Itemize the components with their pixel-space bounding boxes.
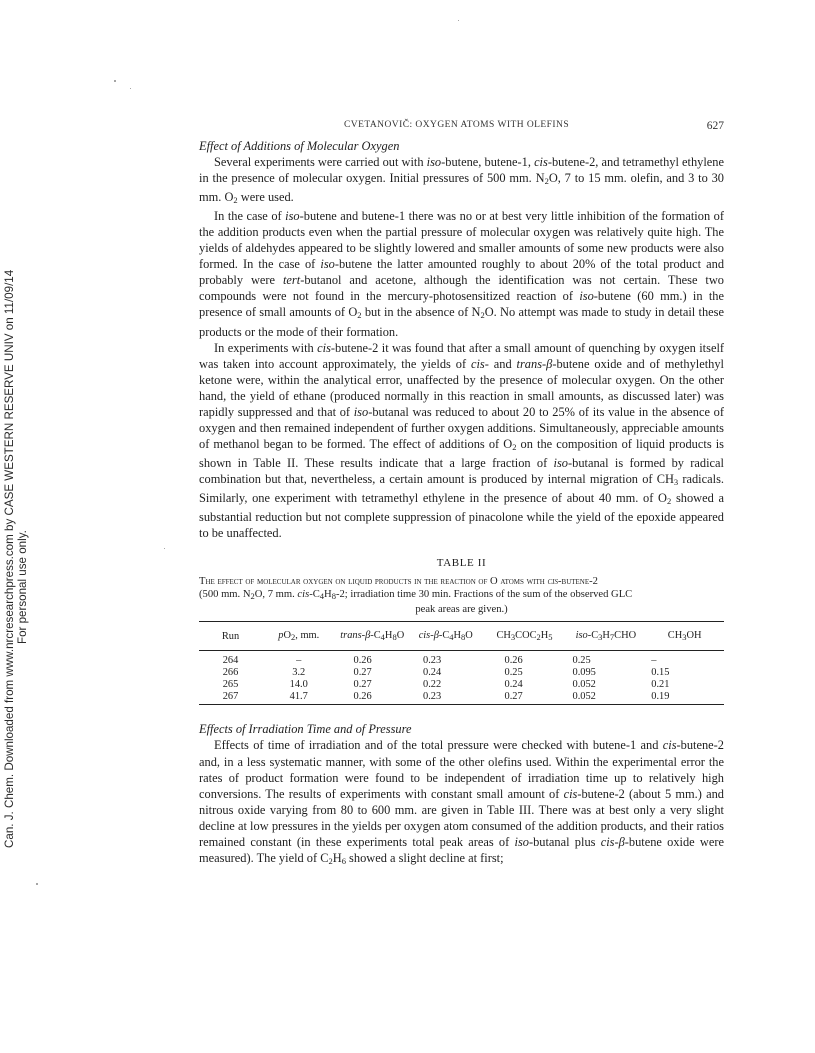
- table-cell: 14.0: [289, 678, 308, 690]
- data-table: [199, 621, 724, 705]
- col-header-mek: $CH_3COC_2H_5$: [483, 622, 567, 651]
- page-content: [199, 138, 724, 869]
- table-cell: 267: [199, 691, 262, 705]
- section-heading-irradiation: Effects of Irradiation Time and of Pressure: [199, 722, 412, 737]
- table-cell: –: [296, 655, 302, 667]
- col-header-po2: $pO_2$, mm.: [262, 622, 336, 651]
- table-cell: 0.23: [409, 691, 483, 705]
- paragraph: Several experiments were carried out with iso-butene, butene-1, cis-butene-2, and tetramethyl ethylene in the presence of molecular oxygen. Initial pressures of 500 mm. $N_2O$, 7 to 15 mm. olefin, and 3 to 30 mm. $O_2$ were used.: [199, 155, 724, 206]
- table-cell: 0.21: [651, 678, 670, 690]
- col-header-run: Run: [199, 622, 262, 651]
- watermark-line-2: For personal use only.: [16, 530, 29, 644]
- table-cell: –: [651, 655, 657, 667]
- table-cell: 0.095: [572, 667, 596, 679]
- table-cell: 0.15: [651, 667, 670, 679]
- watermark-line-1: Can. J. Chem. Downloaded from www.nrcresearchpress.com by CASE WESTERN RESERVE UNIV on 11/09/14: [3, 269, 16, 848]
- speck: [164, 548, 165, 549]
- table-row: [199, 667, 724, 679]
- table-row: [199, 679, 724, 691]
- table-cell: 0.23: [423, 655, 442, 667]
- table-cell: 0.25: [572, 655, 591, 667]
- table-cell: 0.22: [423, 678, 442, 690]
- table-cell: 0.25: [504, 667, 523, 679]
- speck: [36, 883, 38, 885]
- paragraph: Effects of time of irradiation and of the total pressure were checked with butene-1 and cis-butene-2 and, in a less systematic manner, with some of the other olefins used. Within the experimental error the rates of product formation were found to be independent of irradiation time up to relatively high conversions. The results of experiments with constant small amount of cis-butene-2 (about 5 mm.) and nitrous oxide varying from 80 to 600 mm. are given in Table III. There was at best only a very slight decline at low pressures in the yields per oxygen atom consumed of the addition products, and their ratios remained constant (in these experiments total peak areas of iso-butanal plus cis-β-butene oxide were measured). The yield of $C_2H_6$ showed a slight decline at first;: [199, 738, 725, 866]
- table-caption: The effect of molecular oxygen on liquid products in the reaction of O atoms with cis-butene-2 (500 mm. $N_2O$, 7 mm. cis-$C_4H_8-2$; irradiation time 30 min. Fractions of the sum of the observed GLC peak areas are given.): [199, 576, 633, 616]
- table-cell: 0.19: [645, 691, 724, 705]
- table-cell: 3.2: [292, 667, 306, 679]
- page-number: 627: [706, 120, 724, 132]
- table-header-row: [199, 622, 724, 651]
- table-cell: 0.26: [353, 655, 372, 667]
- running-title: CVETANOVIČ: OXYGEN ATOMS WITH OLEFINS: [344, 120, 570, 130]
- paragraph: In experiments with cis-butene-2 it was found that after a small amount of quenching by oxygen itself was taken into account approximately, the yields of cis- and trans-β-butene oxide and of methylethyl ketone were, within the analytical error, unaffected by the presence of molecular oxygen. On the other hand, the yield of ethane (produced normally in this reaction in small amounts, as discussed later) was rapidly suppressed and that of iso-butanal was reduced to about 20 to 25% of its value in the absence of oxygen and then remained independent of further oxygen additions. Simultaneously, appreciable amounts of methanol began to be formed. The effect of additions of $O_2$ on the composition of liquid products is shown in Table II. These results indicate that a large fraction of iso-butanal is formed by radical combination but that, nevertheless, a certain amount is produced by internal migration of $CH_3$ radicals. Similarly, one experiment with tetramethyl ethylene in the presence of about 40 mm. of $O_2$ showed a substantial reduction but not complete suppression of pinacolone while the yield of the epoxide appeared to be unaffected.: [199, 340, 725, 541]
- download-watermark: [0, 0, 60, 1053]
- table-cell: 266: [222, 667, 239, 679]
- table-cell: 0.27: [483, 691, 567, 705]
- table-row: [199, 651, 724, 667]
- table-cell: 0.27: [353, 667, 372, 679]
- table-cell: 0.24: [423, 667, 442, 679]
- speck: [130, 88, 131, 89]
- col-header-cis-oxide: cis-$\beta-C_4H_8O$: [409, 622, 483, 651]
- table-row: [199, 691, 724, 705]
- table-cell: 265: [222, 678, 239, 690]
- paragraph: In the case of iso-butene and butene-1 there was no or at best very little inhibition of the formation of the addition products even when the partial pressure of molecular oxygen was relatively quite high. The yields of aldehydes appeared to be slightly lowered and smaller amounts of some new products were also formed. In the case of iso-butene the latter amounted roughly to about 20% of the total product and probably were tert-butanol and acetone, although the identification was not certain. These two compounds were not found in the mercury-photosensitized reaction of iso-butene (60 mm.) in the presence of small amounts of $O_2$ but in the absence of $N_2O$. No attempt was made to study in detail these products or the mode of their formation.: [199, 209, 725, 339]
- speck: [114, 80, 116, 82]
- section-heading-oxygen: Effect of Additions of Molecular Oxygen: [199, 139, 400, 153]
- table-cell: 41.7: [262, 691, 336, 705]
- table-cell: 0.052: [567, 691, 646, 705]
- col-header-isobutanal: iso-$C_3H_7CHO$: [567, 622, 646, 651]
- table-title: TABLE II: [436, 557, 487, 570]
- table-cell: 0.26: [336, 691, 410, 705]
- table-cell: 0.052: [572, 678, 596, 690]
- table-cell: 0.27: [353, 678, 372, 690]
- col-header-methanol: $CH_3OH$: [645, 622, 724, 651]
- table-cell: 0.24: [504, 678, 523, 690]
- table-cell: 264: [222, 655, 239, 667]
- col-header-trans-oxide: trans-$\beta-C_4H_8O$: [336, 622, 410, 651]
- table-cell: 0.26: [504, 655, 523, 667]
- running-header: [199, 120, 724, 134]
- speck: [458, 20, 459, 21]
